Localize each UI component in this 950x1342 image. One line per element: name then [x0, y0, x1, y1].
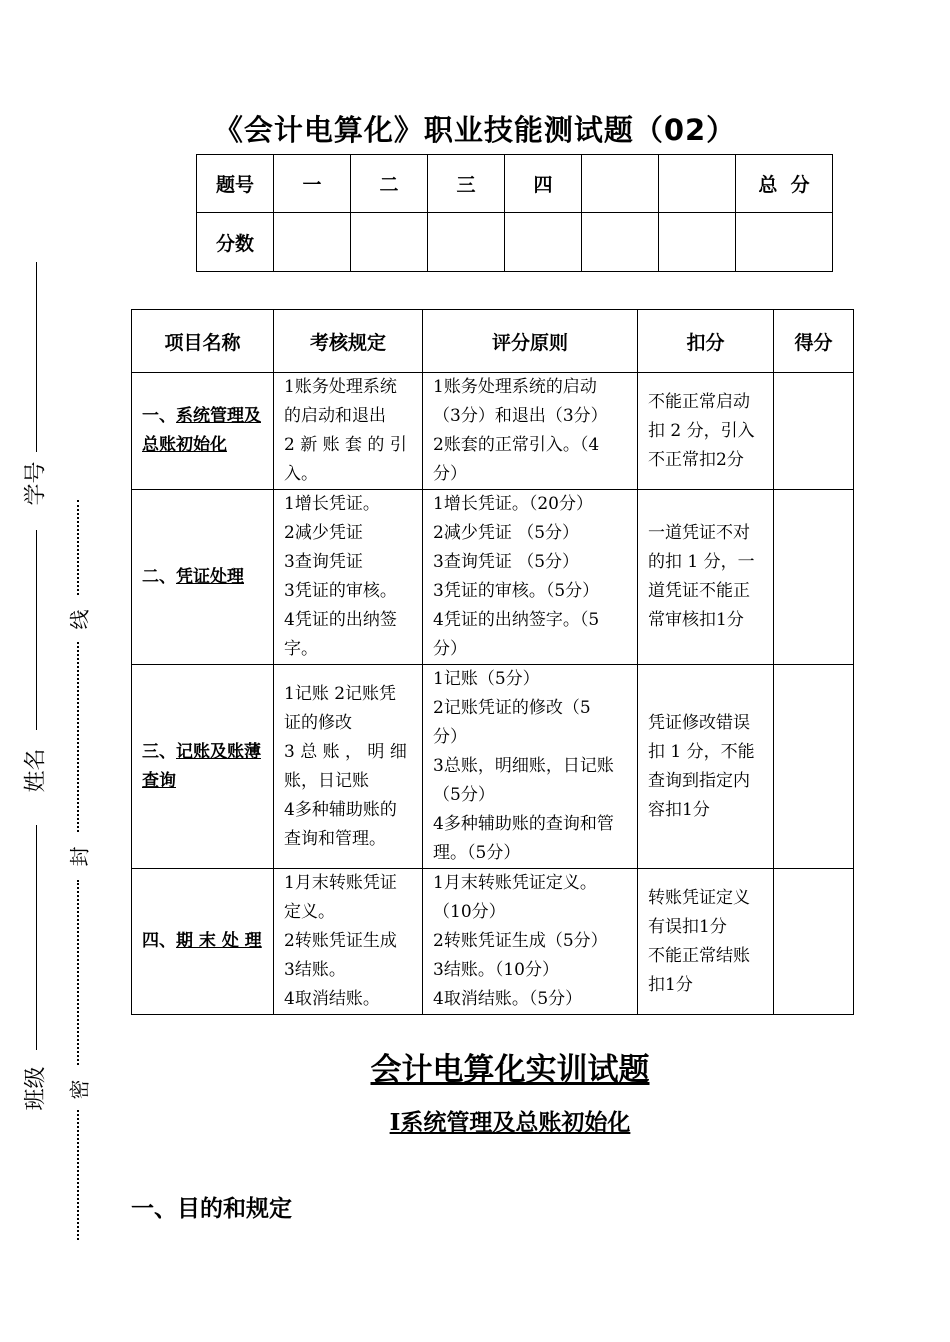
text-line: 2记账凭证的修改（5: [433, 698, 591, 718]
text-line: 转账凭证定义: [648, 887, 750, 908]
seal-label-secret: 密: [67, 1079, 92, 1100]
text-line: 入。: [284, 464, 318, 484]
rubric-body: [132, 373, 854, 1015]
score-cell: [274, 213, 351, 272]
text-line: 定义。: [284, 902, 335, 922]
text-line: 一道凭证不对: [648, 523, 750, 543]
text-line: 查询和管理。: [284, 828, 386, 849]
fill-line: [36, 262, 37, 452]
text-line: 4多种辅助账的查询和管: [433, 814, 614, 834]
text-line: 2减少凭证: [284, 523, 363, 543]
text-line: 不正常扣2分: [648, 449, 744, 470]
rubric-deduct-cell: [638, 665, 774, 869]
fill-line: [36, 530, 37, 730]
text-line: 3 总 账 ， 明 细: [284, 741, 407, 762]
rubric-header: 评分原则: [423, 310, 638, 373]
text-line: 查询到指定内: [648, 770, 750, 791]
text-line: 3查询凭证 （5分）: [433, 552, 580, 572]
rubric-item-name: [132, 490, 274, 665]
text-line: 1增长凭证。（20分）: [433, 494, 593, 514]
score-cell: [351, 213, 428, 272]
text-line: 4凭证的出纳签字。（5: [433, 610, 600, 630]
rubric-table: [131, 309, 854, 1015]
text-line: 3总账，明细账，日记账: [433, 756, 614, 776]
text-line: 2 新 账 套 的 引: [284, 435, 407, 455]
item-title: 系统管理及总账初始化: [142, 406, 261, 455]
item-number: 一、: [142, 406, 176, 426]
text-line: 扣1分: [648, 974, 693, 995]
text-line: 不能正常启动: [648, 391, 750, 412]
item-title: 凭证处理: [176, 566, 244, 587]
score-header-cell: 总 分: [736, 155, 833, 213]
score-cell: [659, 213, 736, 272]
text-line: 2转账凭证生成: [284, 931, 397, 951]
rubric-deduct-cell: [638, 373, 774, 490]
text-line: 道凭证不能正: [648, 581, 750, 601]
text-line: 1月末转账凭证定义。: [433, 873, 597, 893]
text-line: 4取消结账。（5分）: [433, 989, 583, 1009]
score-cell: [582, 213, 659, 272]
rubric-scoring-cell: [423, 490, 638, 665]
text-line: 1账务处理系统: [284, 377, 397, 397]
score-header-cell: 一: [274, 155, 351, 213]
rubric-rules-cell: [274, 373, 423, 490]
text-line: 2账套的正常引入。（4: [433, 435, 600, 455]
rubric-header: 得分: [774, 310, 854, 373]
item-title: 记账及账薄查询: [142, 741, 261, 791]
seal-label-line: 线: [67, 609, 92, 630]
rubric-scoring-cell: [423, 869, 638, 1015]
rubric-item-name: [132, 869, 274, 1015]
rubric-deduct-cell: [638, 490, 774, 665]
seal-dotted-line: [77, 1110, 79, 1240]
text-line: 账，日记账: [284, 770, 369, 791]
text-line: 不能正常结账: [648, 945, 750, 966]
rubric-header: 考核规定: [274, 310, 423, 373]
text-line: （10分）: [433, 902, 506, 922]
text-line: 3结账。（10分）: [433, 960, 559, 980]
student-id-label: 学号: [23, 461, 49, 506]
text-line: 扣 2 分，引入: [648, 420, 755, 441]
rubric-rules-cell: [274, 665, 423, 869]
text-line: 分）: [433, 727, 467, 747]
rubric-score-cell: [774, 665, 854, 869]
text-line: 2转账凭证生成（5分）: [433, 931, 608, 951]
score-cell: [505, 213, 582, 272]
rubric-item-name: [132, 373, 274, 490]
text-line: 的扣 1 分，一: [648, 552, 755, 572]
score-header-cell: 二: [351, 155, 428, 213]
seal-dotted-line: [77, 880, 79, 1065]
text-line: （3分）和退出（3分）: [433, 406, 608, 426]
score-header-cell: [659, 155, 736, 213]
rubric-row: [132, 490, 854, 665]
score-row-label: 分数: [197, 213, 274, 272]
rubric-header: 扣分: [638, 310, 774, 373]
text-line: 3凭证的审核。: [284, 581, 397, 601]
text-line: 3凭证的审核。（5分）: [433, 581, 600, 601]
rubric-item-name: [132, 665, 274, 869]
text-line: 证的修改: [284, 712, 352, 733]
item-title: 期 末 处 理: [176, 931, 262, 951]
text-line: 有误扣1分: [648, 916, 727, 937]
score-table: [196, 154, 833, 272]
rubric-score-cell: [774, 490, 854, 665]
score-cell: [428, 213, 505, 272]
rubric-row: [132, 665, 854, 869]
score-header-cell: 三: [428, 155, 505, 213]
text-line: 的启动和退出: [284, 406, 386, 426]
rubric-rules-cell: [274, 490, 423, 665]
score-header-cell: 四: [505, 155, 582, 213]
rubric-scoring-cell: [423, 665, 638, 869]
text-line: 常审核扣1分: [648, 610, 744, 630]
text-line: 分）: [433, 464, 467, 484]
rubric-score-cell: [774, 869, 854, 1015]
text-line: 理。（5分）: [433, 843, 521, 863]
rubric-row: [132, 373, 854, 490]
item-number: 三、: [142, 741, 176, 762]
text-line: 4多种辅助账的: [284, 799, 397, 820]
text-line: 容扣1分: [648, 799, 710, 820]
fill-line: [36, 825, 37, 1050]
section-heading: 一、目的和规定: [131, 1196, 292, 1222]
sub-heading: I系统管理及总账初始化: [389, 1109, 631, 1136]
name-label: 姓名: [23, 748, 49, 793]
text-line: 2减少凭证 （5分）: [433, 523, 580, 543]
score-header-cell: [582, 155, 659, 213]
seal-label-seal: 封: [67, 846, 92, 867]
text-line: 分）: [433, 639, 467, 659]
score-cell: [736, 213, 833, 272]
text-line: （5分）: [433, 785, 495, 805]
text-line: 凭证修改错误: [648, 712, 750, 733]
text-line: 1增长凭证。: [284, 494, 380, 514]
text-line: 3结账。: [284, 960, 346, 980]
item-number: 二、: [142, 566, 176, 587]
text-line: 字。: [284, 639, 318, 659]
text-line: 1月末转账凭证: [284, 873, 397, 893]
text-line: 3查询凭证: [284, 552, 363, 572]
rubric-row: [132, 869, 854, 1015]
text-line: 1记账 2记账凭: [284, 683, 397, 704]
rubric-deduct-cell: [638, 869, 774, 1015]
main-heading: 会计电算化实训试题: [370, 1052, 650, 1088]
seal-dotted-line: [77, 642, 79, 832]
class-label: 班级: [23, 1066, 49, 1111]
text-line: 1记账（5分）: [433, 669, 540, 689]
rubric-header: 项目名称: [132, 310, 274, 373]
rubric-score-cell: [774, 373, 854, 490]
rubric-rules-cell: [274, 869, 423, 1015]
item-number: 四、: [142, 931, 176, 951]
text-line: 扣 1 分，不能: [648, 741, 755, 762]
seal-dotted-line: [77, 500, 79, 595]
document-title: 《会计电算化》职业技能测试题（02）: [213, 113, 737, 147]
text-line: 1账务处理系统的启动: [433, 377, 597, 397]
score-header-cell: 题号: [197, 155, 274, 213]
text-line: 4凭证的出纳签: [284, 610, 397, 630]
rubric-scoring-cell: [423, 373, 638, 490]
text-line: 4取消结账。: [284, 989, 380, 1009]
